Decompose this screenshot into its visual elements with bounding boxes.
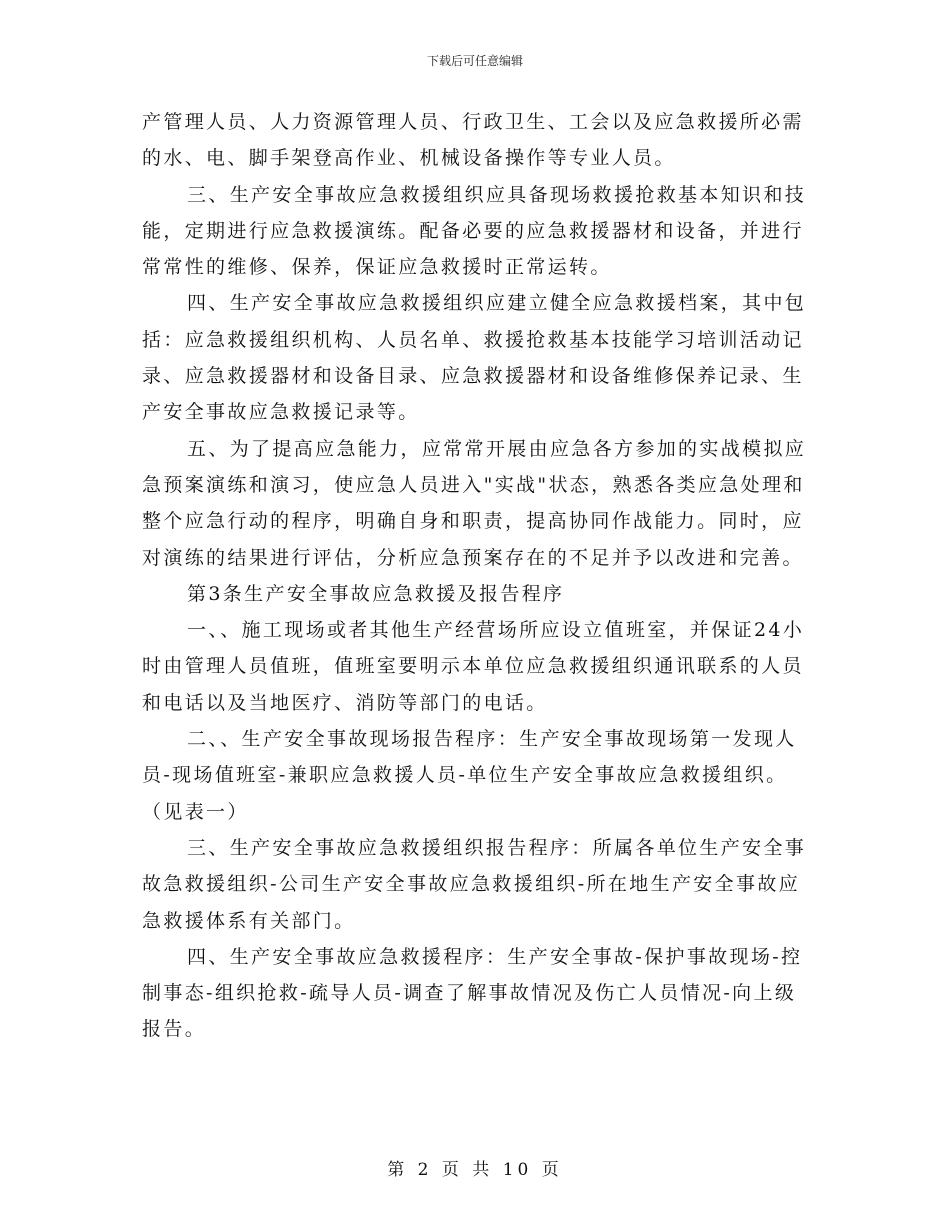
page-number: 第 2 页 共 10 页 [387,1160,563,1180]
paragraph: 四、生产安全事故应急救援程序：生产安全事故-保护事故现场-控制事态-组织抢救-疏导人员-调查了解事故情况及伤亡人员情况-向上级报告。 [142,945,803,1041]
document-body [142,104,810,1048]
page-header: 下载后可任意编辑 [426,54,523,68]
paragraph: 五、为了提高应急能力，应常常开展由应急各方参加的实战模拟应急预案演练和演习，使应急人员进入"实战"状态，熟悉各类应急处理和整个应急行动的程序，明确自身和职责，提高协同作战能力。同时，应对演练的结果进行评估，分析应急预案存在的不足并予以改进和完善。 [142,437,807,569]
paragraph: 二、、生产安全事故现场报告程序：生产安全事故现场第一发现人员-现场值班室-兼职应急救援人员-单位生产安全事故应急救援组织。（见表一） [142,728,797,823]
paragraph: 一、、施工现场或者其他生产经营场所应设立值班室，并保证24小时由管理人员值班，值班室要明示本单位应急救援组织通讯联系的人员和电话以及当地医疗、消防等部门的电话。 [142,619,805,714]
paragraph: 产管理人员、人力资源管理人员、行政卫生、工会以及应急救援所必需的水、电、脚手架登高作业、机械设备操作等专业人员。 [142,111,804,170]
section-heading: 第3条生产安全事故应急救援及报告程序 [187,582,565,605]
paragraph: 三、生产安全事故应急救援组织应具备现场救援抢救基本知识和技能，定期进行应急救援演练。配备必要的应急救援器材和设备，并进行常常性的维修、保养，保证应急救援时正常运转。 [142,183,807,279]
paragraph: 四、生产安全事故应急救援组织应建立健全应急救援档案，其中包括：应急救援组织机构、人员名单、救援抢救基本技能学习培训活动记录、应急救援器材和设备目录、应急救援器材和设备维修保养记录、生产安全事故应急救援记录等。 [142,292,807,424]
paragraph: 三、生产安全事故应急救援组织报告程序：所属各单位生产安全事故急救援组织-公司生产安全事故应急救援组织-所在地生产安全事故应急救援体系有关部门。 [142,836,807,932]
